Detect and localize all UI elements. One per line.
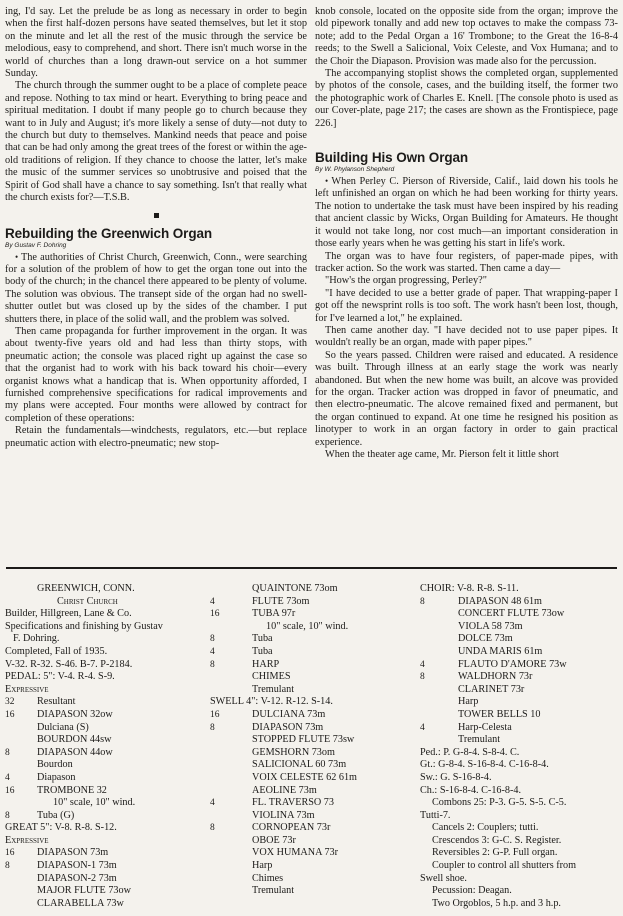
stoplist-line xyxy=(210,747,414,760)
stop-name: TROMBONE 32 xyxy=(37,784,107,796)
stoplist-line xyxy=(5,847,201,860)
stoplist-line xyxy=(420,684,618,697)
left-text-column xyxy=(5,6,307,450)
stoplist-line xyxy=(420,797,618,810)
intro-paragraph-1: ing, I'd say. Let the prelude be as long as necessary in order to begin when the first half-dozen persons have seated themselves, but let it stop on the minute and let all the rest of the music through the service be melodious, easy to comprehend, and short. There isn't much worse in the world of churches than a long drawn-out service on a hot summer Sunday. xyxy=(5,6,307,80)
stoplist-line xyxy=(420,885,618,898)
stop-name: PEDAL: 5": V-4. R-4. S-9. xyxy=(5,671,115,683)
stop-pitch: 4 xyxy=(210,798,215,809)
stoplist-line xyxy=(420,759,618,772)
stop-pitch: 16 xyxy=(210,609,220,620)
stop-name: DIAPASON 44ow xyxy=(37,746,113,758)
stop-pitch: 4 xyxy=(420,722,425,733)
stoplist-line xyxy=(210,835,414,848)
stop-pitch: 8 xyxy=(5,747,10,758)
stoplist-line xyxy=(420,696,618,709)
stop-name: Expressive xyxy=(5,683,49,695)
stop-pitch: 8 xyxy=(210,659,215,670)
stoplist-line xyxy=(210,621,414,634)
article-paragraph: When the theater age came, Mr. Pierson felt it little short xyxy=(325,449,559,460)
stop-name: CHIMES xyxy=(252,671,291,683)
stoplist-line xyxy=(5,709,201,722)
stop-name: Tuba (G) xyxy=(37,809,75,821)
stoplist-line xyxy=(420,860,618,873)
stoplist-line xyxy=(420,671,618,684)
stop-name: BOURDON 44sw xyxy=(37,734,112,746)
article-paragraph: Retain the fundamentals—windchests, regulators, etc.—but replace pneumatic action with electro-pneumatic; new stop- xyxy=(5,425,307,449)
article-byline-greenwich: By Gustav F. Dohring xyxy=(5,241,67,249)
stoplist-line xyxy=(5,747,201,760)
stop-name: STOPPED FLUTE 73sw xyxy=(252,734,355,746)
section-divider xyxy=(6,567,617,569)
stop-name: Resultant xyxy=(37,696,76,708)
stoplist-line xyxy=(210,696,414,709)
stoplist-line xyxy=(5,684,201,697)
stop-name: DIAPASON-1 73m xyxy=(37,860,117,872)
stop-name: Christ Church xyxy=(57,595,118,607)
stoplist-line xyxy=(5,759,201,772)
stoplist-line xyxy=(210,810,414,823)
stop-name: Tremulant xyxy=(458,734,501,746)
stop-name: VIOLA 58 73m xyxy=(458,620,523,632)
stop-name: Tutti-7. xyxy=(420,809,451,821)
stoplist-line xyxy=(210,659,414,672)
stop-pitch: 8 xyxy=(5,861,10,872)
stoplist-line xyxy=(5,898,201,911)
stoplist-line xyxy=(210,734,414,747)
stop-name: Tuba xyxy=(252,633,273,645)
stop-name: WALDHORN 73r xyxy=(458,671,533,683)
stoplist-line xyxy=(420,747,618,760)
stoplist-line xyxy=(420,583,618,596)
stoplist-line xyxy=(210,633,414,646)
stop-name: V-32. R-32. S-46. B-7. P-2184. xyxy=(5,658,133,670)
stop-name: DIAPASON 73m xyxy=(252,721,324,733)
article-title-greenwich: Rebuilding the Greenwich Organ xyxy=(5,225,213,241)
stoplist-column-2 xyxy=(210,583,414,898)
stoplist-line xyxy=(420,633,618,646)
stop-pitch: 8 xyxy=(210,823,215,834)
stoplist-line xyxy=(5,608,201,621)
stop-name: Pecussion: Deagan. xyxy=(432,885,512,897)
stoplist-line xyxy=(210,797,414,810)
stoplist-line xyxy=(420,659,618,672)
stoplist-line xyxy=(420,785,618,798)
stop-name: QUAINTONE 73om xyxy=(252,583,338,594)
article-paragraph: "How's the organ progressing, Perley?" xyxy=(325,275,487,287)
stop-name: Specifications and finishing by Gustav xyxy=(5,620,163,632)
stop-name: DULCIANA 73m xyxy=(252,708,326,720)
stop-name: DIAPASON 32ow xyxy=(37,708,113,720)
stoplist-line xyxy=(420,596,618,609)
stop-name: CORNOPEAN 73r xyxy=(252,822,331,834)
stoplist-line xyxy=(5,772,201,785)
stoplist-line xyxy=(5,659,201,672)
stop-name: Bourdon xyxy=(37,759,73,771)
stoplist-column-1 xyxy=(5,583,201,910)
stoplist-line xyxy=(210,684,414,697)
stoplist-line xyxy=(5,873,201,886)
stop-name: DIAPASON 73m xyxy=(37,847,109,859)
stop-name: Diapason xyxy=(37,771,76,783)
stop-name: CHOIR: V-8. R-8. S-11. xyxy=(420,583,519,594)
article-byline-own-organ: By W. Phylanson Shepherd xyxy=(315,166,395,174)
stop-name: HARP xyxy=(252,658,280,670)
stoplist-line xyxy=(210,822,414,835)
stoplist-line xyxy=(420,772,618,785)
stop-pitch: 8 xyxy=(420,672,425,683)
stop-name: DOLCE 73m xyxy=(458,633,513,645)
stop-name: OBOE 73r xyxy=(252,834,296,846)
stoplist-line xyxy=(5,810,201,823)
stoplist-line xyxy=(420,722,618,735)
stoplist-line xyxy=(210,709,414,722)
stoplist-line xyxy=(5,822,201,835)
stop-pitch: 8 xyxy=(210,722,215,733)
stop-pitch: 16 xyxy=(5,785,15,796)
stoplist-line xyxy=(5,583,201,596)
stoplist-line xyxy=(210,608,414,621)
stoplist-line xyxy=(420,709,618,722)
stoplist-line xyxy=(210,885,414,898)
stoplist-line xyxy=(5,835,201,848)
article-paragraph: • When Perley C. Pierson of Riverside, Calif., laid down his tools he left unfinished an organ on which he had been working for thirty years. The notion to undertake the task must have been inspired by his reading that ancient classic by Wicks, Organ Building for Amateurs. He thought it would not take long, nor cost much—an important consideration in those early years when he was getting his start in life's work. xyxy=(315,176,618,250)
stoplist-line xyxy=(5,785,201,798)
stoplist-line xyxy=(210,772,414,785)
stoplist-column-3 xyxy=(420,583,618,910)
stop-name: CLARABELLA 73w xyxy=(37,897,124,909)
stop-name: Chimes xyxy=(252,872,284,884)
stop-name: Ped.: P. G-8-4. S-8-4. C. xyxy=(420,746,520,758)
stop-name: Tremulant xyxy=(252,683,295,695)
stop-name: F. Dohring. xyxy=(13,633,60,645)
stoplist-line xyxy=(5,633,201,646)
stop-name: Gt.: G-8-4. S-16-8-4. C-16-8-4. xyxy=(420,759,549,771)
stop-name: Harp xyxy=(458,696,479,708)
stoplist-line xyxy=(5,885,201,898)
stop-name: GEMSHORN 73om xyxy=(252,746,335,758)
stop-pitch: 8 xyxy=(210,634,215,645)
bullet-icon: • xyxy=(15,251,21,262)
article-paragraph: Then came propaganda for further improvement in the organ. It was about twenty-five years old and had less than thirty stops, with pneumatic action; the console was placed right up against the case so that the organist had to work with his back toward his choir—every organist knows what a handicap that is. When opportunity afforded, I furnished comprehensive specifications for radical improvements and my plans were accepted. Four months were allowed by contract for completion of these operations: xyxy=(5,325,307,424)
stop-name: AEOLINE 73m xyxy=(252,784,317,796)
stop-name: Tuba xyxy=(252,645,273,657)
stop-name: VIOLINA 73m xyxy=(252,809,315,821)
stoplist-line xyxy=(5,596,201,609)
stop-name: Reversibles 2: G-P. Full organ. xyxy=(432,847,558,859)
stop-name: Builder, Hillgreen, Lane & Co. xyxy=(5,608,132,620)
stoplist-line xyxy=(420,822,618,835)
stop-pitch: 16 xyxy=(5,848,15,859)
article-paragraph: So the years passed. Children were raised and educated. A residence was built. Through illness at an early stage the work was nearly abandoned. But when the new home was built, an alcove was provided for the organ. Tracker action was dropped in favor of pneumatic, and then electro-pneumatic. The alcove remained fixed and permanent, but the organ continued to expand. At one time he resigned his position as linotyper to work in an organ factory in order to gain practical experience. xyxy=(315,349,618,448)
stop-name: GREENWICH, CONN. xyxy=(37,583,135,594)
article-paragraph: • The authorities of Christ Church, Greenwich, Conn., were searching for a solution of the problem of how to get the organ tone out into the body of the church; in the chancel there appeared to be plenty of volume. The solution was obvious. The transept side of the organ had no swell-shutter outlet but was closed up by the sides of the chamber. I put shutters there, in place of the solid wall, and the problem was solved. xyxy=(5,251,307,325)
stoplist-line xyxy=(420,810,618,823)
stop-name: Expressive xyxy=(5,834,49,846)
stop-pitch: 4 xyxy=(420,659,425,670)
continued-paragraph: The accompanying stoplist shows the completed organ, supplemented by photos of the console, cases, and the building itself, the former two the photographic work of Charles E. Knell. [The console photo is used as our Cover-plate, page 217; the cases are shown as the Frontispiece, page 226.] xyxy=(315,68,618,129)
stop-name: DIAPASON-2 73m xyxy=(37,872,117,884)
stop-name: GREAT 5": V-8. R-8. S-12. xyxy=(5,822,117,834)
stop-name: Harp xyxy=(252,860,273,872)
stop-name: Completed, Fall of 1935. xyxy=(5,645,108,657)
stop-name: Combons 25: P-3. G-5. S-5. C-5. xyxy=(432,797,567,809)
stop-name: Harp-Celesta xyxy=(458,721,512,733)
stoplist-line xyxy=(210,860,414,873)
stoplist-line xyxy=(5,621,201,634)
stop-name: MAJOR FLUTE 73ow xyxy=(37,885,131,897)
stop-name: 10" scale, 10" wind. xyxy=(266,620,349,632)
stoplist-line xyxy=(5,860,201,873)
stoplist-line xyxy=(210,722,414,735)
stop-name: Cancels 2: Couplers; tutti. xyxy=(432,822,539,834)
stop-name: Two Orgoblos, 5 h.p. and 3 h.p. xyxy=(432,897,561,909)
stop-name: Sw.: G. S-16-8-4. xyxy=(420,771,492,783)
stop-name: DIAPASON 48 61m xyxy=(458,595,542,607)
stop-pitch: 8 xyxy=(420,596,425,607)
stop-name: VOIX CELESTE 62 61m xyxy=(252,771,357,783)
stoplist-line xyxy=(5,696,201,709)
stoplist-line xyxy=(210,646,414,659)
right-text-column xyxy=(315,6,618,461)
stoplist-line xyxy=(420,646,618,659)
stop-name: Swell shoe. xyxy=(420,872,467,884)
stop-name: FLUTE 73om xyxy=(252,595,310,607)
stop-name: CONCERT FLUTE 73ow xyxy=(458,608,565,620)
stoplist-line xyxy=(5,734,201,747)
stop-pitch: 32 xyxy=(5,697,15,708)
stop-name: VOX HUMANA 73r xyxy=(252,847,339,859)
article-paragraph: "I have decided to use a better grade of paper. That wrapping-paper I got off the newsprint rolls is too soft. The work hasn't been lost, though, for I've learned a lot," he explained. xyxy=(315,287,618,324)
stoplist-line xyxy=(420,835,618,848)
stoplist-line xyxy=(210,785,414,798)
article-paragraph: The organ was to have four registers, of paper-made pipes, with tracker action. So the work was started. Then came a day— xyxy=(315,250,618,274)
stop-name: TOWER BELLS 10 xyxy=(458,708,541,720)
stoplist-line xyxy=(5,722,201,735)
stop-name: TUBA 97r xyxy=(252,608,296,620)
stop-name: CLARINET 73r xyxy=(458,683,525,695)
intro-paragraph-2: The church through the summer ought to be a place of complete peace and repose. Nothing to tax mind or heart. Everything to bring peace and spiritual meditation. I doubt if many people go to church because they want to in July and August; it's more likely a sense of duty—not duty to the church but duty to themselves. Mankind needs that peace and poise that can be had only among the great trees of the forest or within the age-old traditions of religion. If they chance to choose the latter, let's make the music of the summer services so unobtrusive and poised that the Spirit of God shall have a chance to say something. Isn't that really what the church exists for?—T.S.B. xyxy=(5,80,307,204)
stoplist-line xyxy=(420,898,618,911)
continued-paragraph: knob console, located on the opposite side from the organ; improve the old pipework tonally and add new top octaves to make the compass 73-note; add to the Pedal Organ a 16' Trombone; to the Great the 16-8-4 reeds; to the Swell a Salicional, Voix Celeste, and Vox Humana; and to the Choir the Diapason. Provision was made also for the percussion. xyxy=(315,6,618,67)
stop-name: Tremulant xyxy=(252,885,295,897)
stop-pitch: 4 xyxy=(5,772,10,783)
stop-name: Crescendos 3: G-C. S. Register. xyxy=(432,834,562,846)
article-paragraph: Then came another day. "I have decided not to use paper pipes. It wouldn't really be an organ, made with paper pipes." xyxy=(315,324,618,349)
stoplist-line xyxy=(210,847,414,860)
stoplist-line xyxy=(420,847,618,860)
stoplist-line xyxy=(5,646,201,659)
stoplist-line xyxy=(420,734,618,747)
stoplist-line xyxy=(210,596,414,609)
stop-name: 10" scale, 10" wind. xyxy=(53,797,136,809)
stoplist-line xyxy=(210,759,414,772)
stop-name: SALICIONAL 60 73m xyxy=(252,759,347,771)
stop-pitch: 4 xyxy=(210,646,215,657)
stop-name: FL. TRAVERSO 73 xyxy=(252,797,334,809)
stoplist-line xyxy=(5,797,201,810)
stoplist-line xyxy=(210,873,414,886)
stoplist-line xyxy=(210,583,414,596)
stop-name: SWELL 4": V-12. R-12. S-14. xyxy=(210,696,333,708)
stop-name: UNDA MARIS 61m xyxy=(458,645,543,657)
article-title-own-organ: Building His Own Organ xyxy=(315,150,469,166)
stop-name: Ch.: S-16-8-4. C-16-8-4. xyxy=(420,784,522,796)
stoplist-line xyxy=(420,608,618,621)
bullet-icon: • xyxy=(325,176,332,187)
section-separator-square xyxy=(154,213,159,218)
stoplist-line xyxy=(5,671,201,684)
stop-pitch: 4 xyxy=(210,596,215,607)
stoplist-line xyxy=(420,621,618,634)
stop-name: FLAUTO D'AMORE 73w xyxy=(458,658,567,670)
stoplist-line xyxy=(420,873,618,886)
stop-name: Dulciana (S) xyxy=(37,721,89,733)
stop-pitch: 16 xyxy=(210,709,220,720)
stop-name: Coupler to control all shutters from xyxy=(432,860,577,872)
stop-pitch: 16 xyxy=(5,709,15,720)
stop-pitch: 8 xyxy=(5,810,10,821)
stoplist-line xyxy=(210,671,414,684)
